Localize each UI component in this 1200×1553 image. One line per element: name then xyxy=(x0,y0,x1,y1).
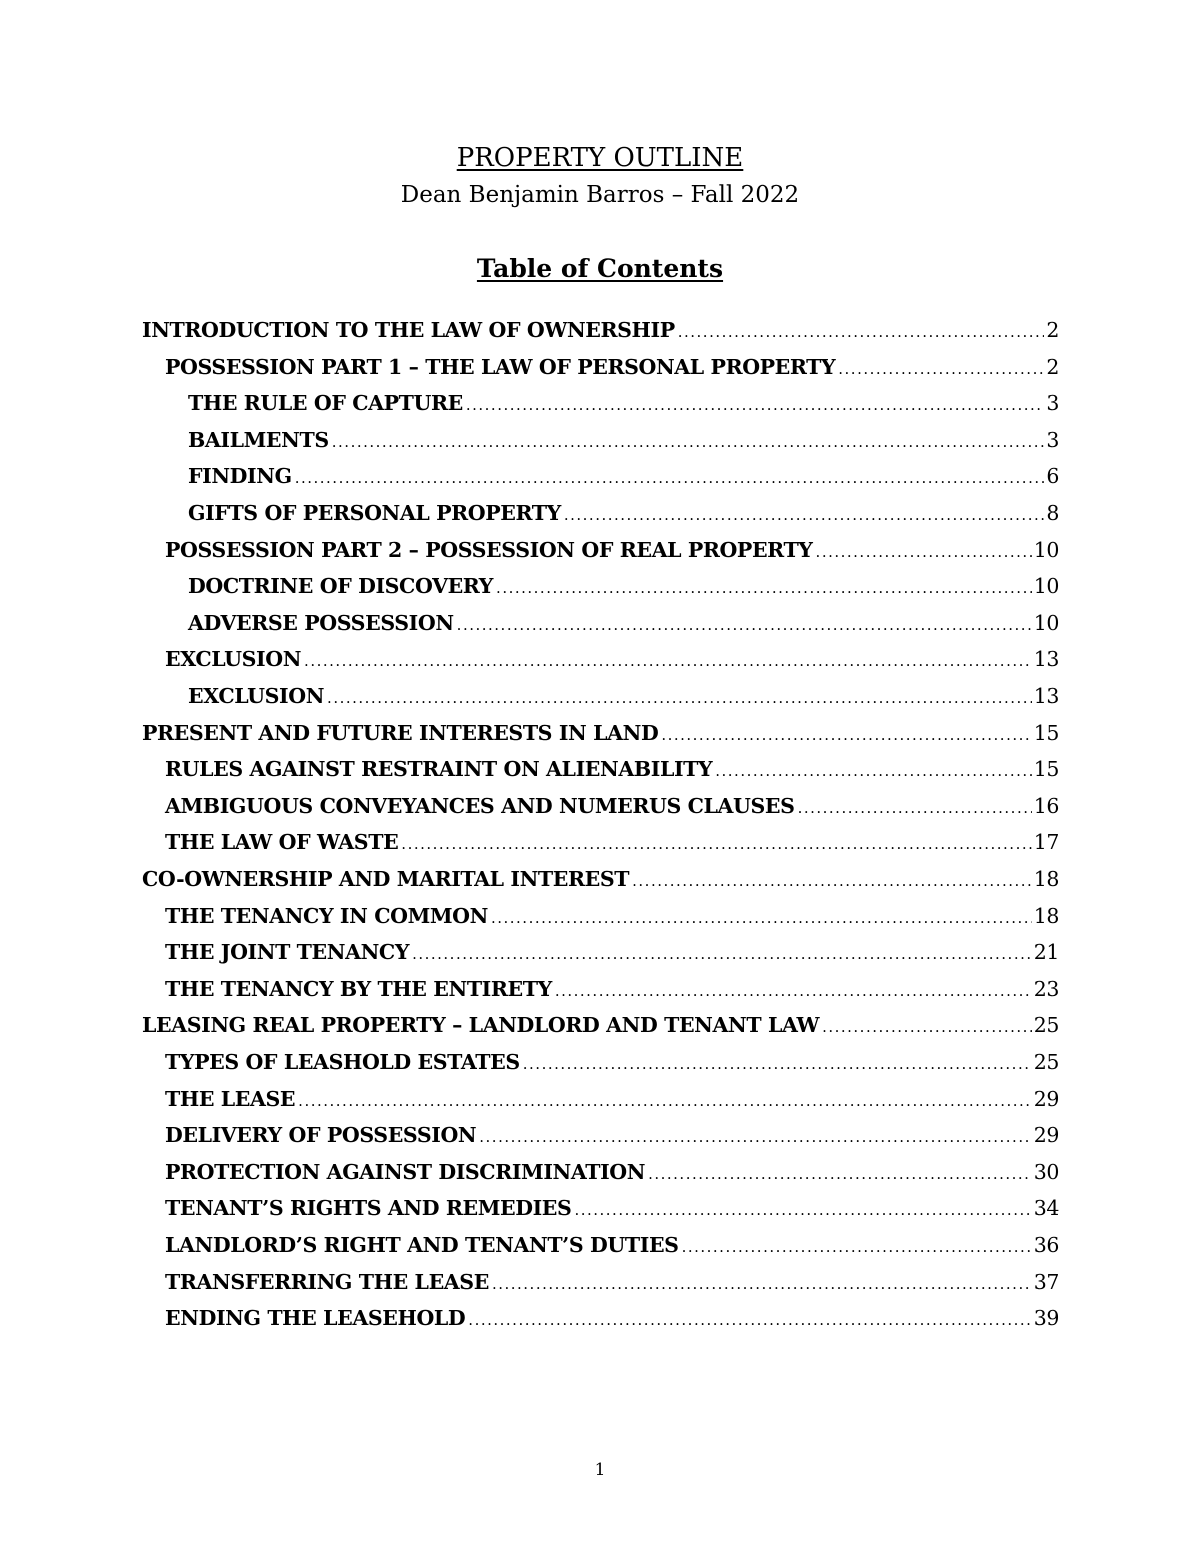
toc-entry-page: 37 xyxy=(1033,1270,1059,1294)
toc-entry[interactable] xyxy=(165,788,1059,824)
toc-entry-page: 18 xyxy=(1033,904,1059,928)
toc-entry-label: THE LAW OF WASTE xyxy=(165,830,399,854)
toc-entry-label: ADVERSE POSSESSION xyxy=(188,611,454,635)
toc-dot-leader xyxy=(798,790,1032,826)
toc-dot-leader xyxy=(327,680,1032,716)
toc-entry[interactable] xyxy=(165,532,1059,568)
toc-entry-page: 36 xyxy=(1033,1233,1059,1257)
toc-entry-label: THE LEASE xyxy=(165,1087,296,1111)
toc-entry-label: EXCLUSION xyxy=(165,647,302,671)
toc-dot-leader xyxy=(479,1119,1031,1155)
toc-entry[interactable] xyxy=(188,605,1059,641)
toc-entry[interactable] xyxy=(188,422,1059,458)
toc-entry-label: TENANT’S RIGHTS AND REMEDIES xyxy=(165,1196,572,1220)
toc-entry-label: PROTECTION AGAINST DISCRIMINATION xyxy=(165,1160,646,1184)
toc-entry-page: 6 xyxy=(1046,464,1059,488)
toc-entry-page: 15 xyxy=(1033,757,1059,781)
toc-entry[interactable] xyxy=(165,1081,1059,1117)
toc-dot-leader xyxy=(661,717,1031,753)
toc-entry-label: POSSESSION PART 1 – THE LAW OF PERSONAL PROPERTY xyxy=(165,355,836,379)
toc-entry-page: 18 xyxy=(1033,867,1059,891)
toc-entry-page: 30 xyxy=(1033,1160,1059,1184)
toc-entry-label: POSSESSION PART 2 – POSSESSION OF REAL PROPERTY xyxy=(165,538,813,562)
toc-entry[interactable] xyxy=(188,495,1059,531)
toc-entry[interactable] xyxy=(165,641,1059,677)
toc-dot-leader xyxy=(822,1009,1032,1045)
toc-entry-page: 3 xyxy=(1046,391,1059,415)
toc-dot-leader xyxy=(555,973,1032,1009)
toc-entry[interactable] xyxy=(165,824,1059,860)
toc-entry-label: INTRODUCTION TO THE LAW OF OWNERSHIP xyxy=(142,318,675,342)
toc-entry-label: THE TENANCY BY THE ENTIRETY xyxy=(165,977,552,1001)
toc-entry-page: 23 xyxy=(1033,977,1059,1001)
toc-dot-leader xyxy=(496,570,1032,606)
toc-entry-label: CO-OWNERSHIP AND MARITAL INTEREST xyxy=(142,867,630,891)
toc-entry-label: DOCTRINE OF DISCOVERY xyxy=(188,574,494,598)
toc-entry-page: 29 xyxy=(1033,1123,1059,1147)
toc-dot-leader xyxy=(491,900,1032,936)
toc-dot-leader xyxy=(816,534,1032,570)
toc-entry-label: AMBIGUOUS CONVEYANCES AND NUMERUS CLAUSES xyxy=(165,794,795,818)
toc-dot-leader xyxy=(574,1192,1031,1228)
toc-entry[interactable] xyxy=(142,312,1059,348)
toc-entry-page: 17 xyxy=(1033,830,1059,854)
toc-entry-page: 13 xyxy=(1033,684,1059,708)
toc-entry[interactable] xyxy=(165,1044,1059,1080)
toc-entry-page: 13 xyxy=(1033,647,1059,671)
toc-entry[interactable] xyxy=(165,1300,1059,1336)
toc-dot-leader xyxy=(492,1266,1032,1302)
toc-dot-leader xyxy=(523,1046,1032,1082)
toc-entry-label: LEASING REAL PROPERTY – LANDLORD AND TENANT LAW xyxy=(142,1013,820,1037)
page-number: 1 xyxy=(594,1460,606,1480)
toc-dot-leader xyxy=(678,314,1045,350)
toc-entry[interactable] xyxy=(165,971,1059,1007)
toc-dot-leader xyxy=(564,497,1044,533)
toc-entry-label: TYPES OF LEASHOLD ESTATES xyxy=(165,1050,520,1074)
toc-dot-leader xyxy=(401,826,1031,862)
toc-entry-page: 21 xyxy=(1033,940,1059,964)
toc-entry-label: RULES AGAINST RESTRAINT ON ALIENABILITY xyxy=(165,757,713,781)
toc-entry-label: ENDING THE LEASEHOLD xyxy=(165,1306,466,1330)
toc-entry[interactable] xyxy=(188,568,1059,604)
toc-dot-leader xyxy=(715,753,1031,789)
toc-entry-page: 15 xyxy=(1033,721,1059,745)
toc-entry-label: PRESENT AND FUTURE INTERESTS IN LAND xyxy=(142,721,659,745)
toc-entry-label: BAILMENTS xyxy=(188,428,329,452)
toc-entry-page: 29 xyxy=(1033,1087,1059,1111)
toc-entry-label: EXCLUSION xyxy=(188,684,325,708)
toc-entry-label: DELIVERY OF POSSESSION xyxy=(165,1123,477,1147)
toc-entry-page: 10 xyxy=(1033,611,1059,635)
toc-entry[interactable] xyxy=(165,751,1059,787)
toc-dot-leader xyxy=(332,424,1045,460)
toc-entry[interactable] xyxy=(165,898,1059,934)
toc-dot-leader xyxy=(298,1083,1032,1119)
toc-entry-label: TRANSFERRING THE LEASE xyxy=(165,1270,489,1294)
toc-dot-leader xyxy=(838,351,1044,387)
toc-entry[interactable] xyxy=(142,715,1059,751)
toc-entry-page: 34 xyxy=(1033,1196,1059,1220)
toc-entry-label: THE JOINT TENANCY xyxy=(165,940,410,964)
toc-entry[interactable] xyxy=(165,1227,1059,1263)
toc-entry[interactable] xyxy=(188,458,1059,494)
toc-entry-label: LANDLORD’S RIGHT AND TENANT’S DUTIES xyxy=(165,1233,679,1257)
toc-entry-page: 10 xyxy=(1033,574,1059,598)
toc-dot-leader xyxy=(466,387,1044,423)
toc-entry-page: 25 xyxy=(1033,1013,1059,1037)
toc-dot-leader xyxy=(457,607,1032,643)
document-title: PROPERTY OUTLINE xyxy=(456,143,744,173)
toc-dot-leader xyxy=(304,643,1032,679)
toc-entry[interactable] xyxy=(165,1190,1059,1226)
toc-entry[interactable] xyxy=(142,1007,1059,1043)
toc-entry[interactable] xyxy=(165,934,1059,970)
toc-entry-label: FINDING xyxy=(188,464,292,488)
toc-entry[interactable] xyxy=(188,678,1059,714)
toc-dot-leader xyxy=(468,1302,1031,1338)
toc-entry-label: THE RULE OF CAPTURE xyxy=(188,391,463,415)
toc-heading: Table of Contents xyxy=(476,254,724,283)
document-subtitle: Dean Benjamin Barros – Fall 2022 xyxy=(400,182,800,208)
toc-dot-leader xyxy=(412,936,1032,972)
toc-entry-page: 16 xyxy=(1033,794,1059,818)
toc-entry-page: 8 xyxy=(1046,501,1059,525)
toc-entry[interactable] xyxy=(165,349,1059,385)
toc-entry-page: 10 xyxy=(1033,538,1059,562)
toc-entry-page: 3 xyxy=(1046,428,1059,452)
toc-entry-page: 2 xyxy=(1046,318,1059,342)
toc-entry-label: THE TENANCY IN COMMON xyxy=(165,904,488,928)
toc-entry[interactable] xyxy=(188,385,1059,421)
toc-entry-page: 25 xyxy=(1033,1050,1059,1074)
toc-entry-page: 39 xyxy=(1033,1306,1059,1330)
toc-entry[interactable] xyxy=(165,1154,1059,1190)
toc-entry-page: 2 xyxy=(1046,355,1059,379)
toc-entry[interactable] xyxy=(165,1117,1059,1153)
toc-entry[interactable] xyxy=(142,861,1059,897)
toc-dot-leader xyxy=(295,460,1045,496)
toc-dot-leader xyxy=(632,863,1032,899)
toc-entry[interactable] xyxy=(165,1264,1059,1300)
toc-entry-label: GIFTS OF PERSONAL PROPERTY xyxy=(188,501,561,525)
toc-dot-leader xyxy=(682,1229,1032,1265)
toc-dot-leader xyxy=(648,1156,1032,1192)
